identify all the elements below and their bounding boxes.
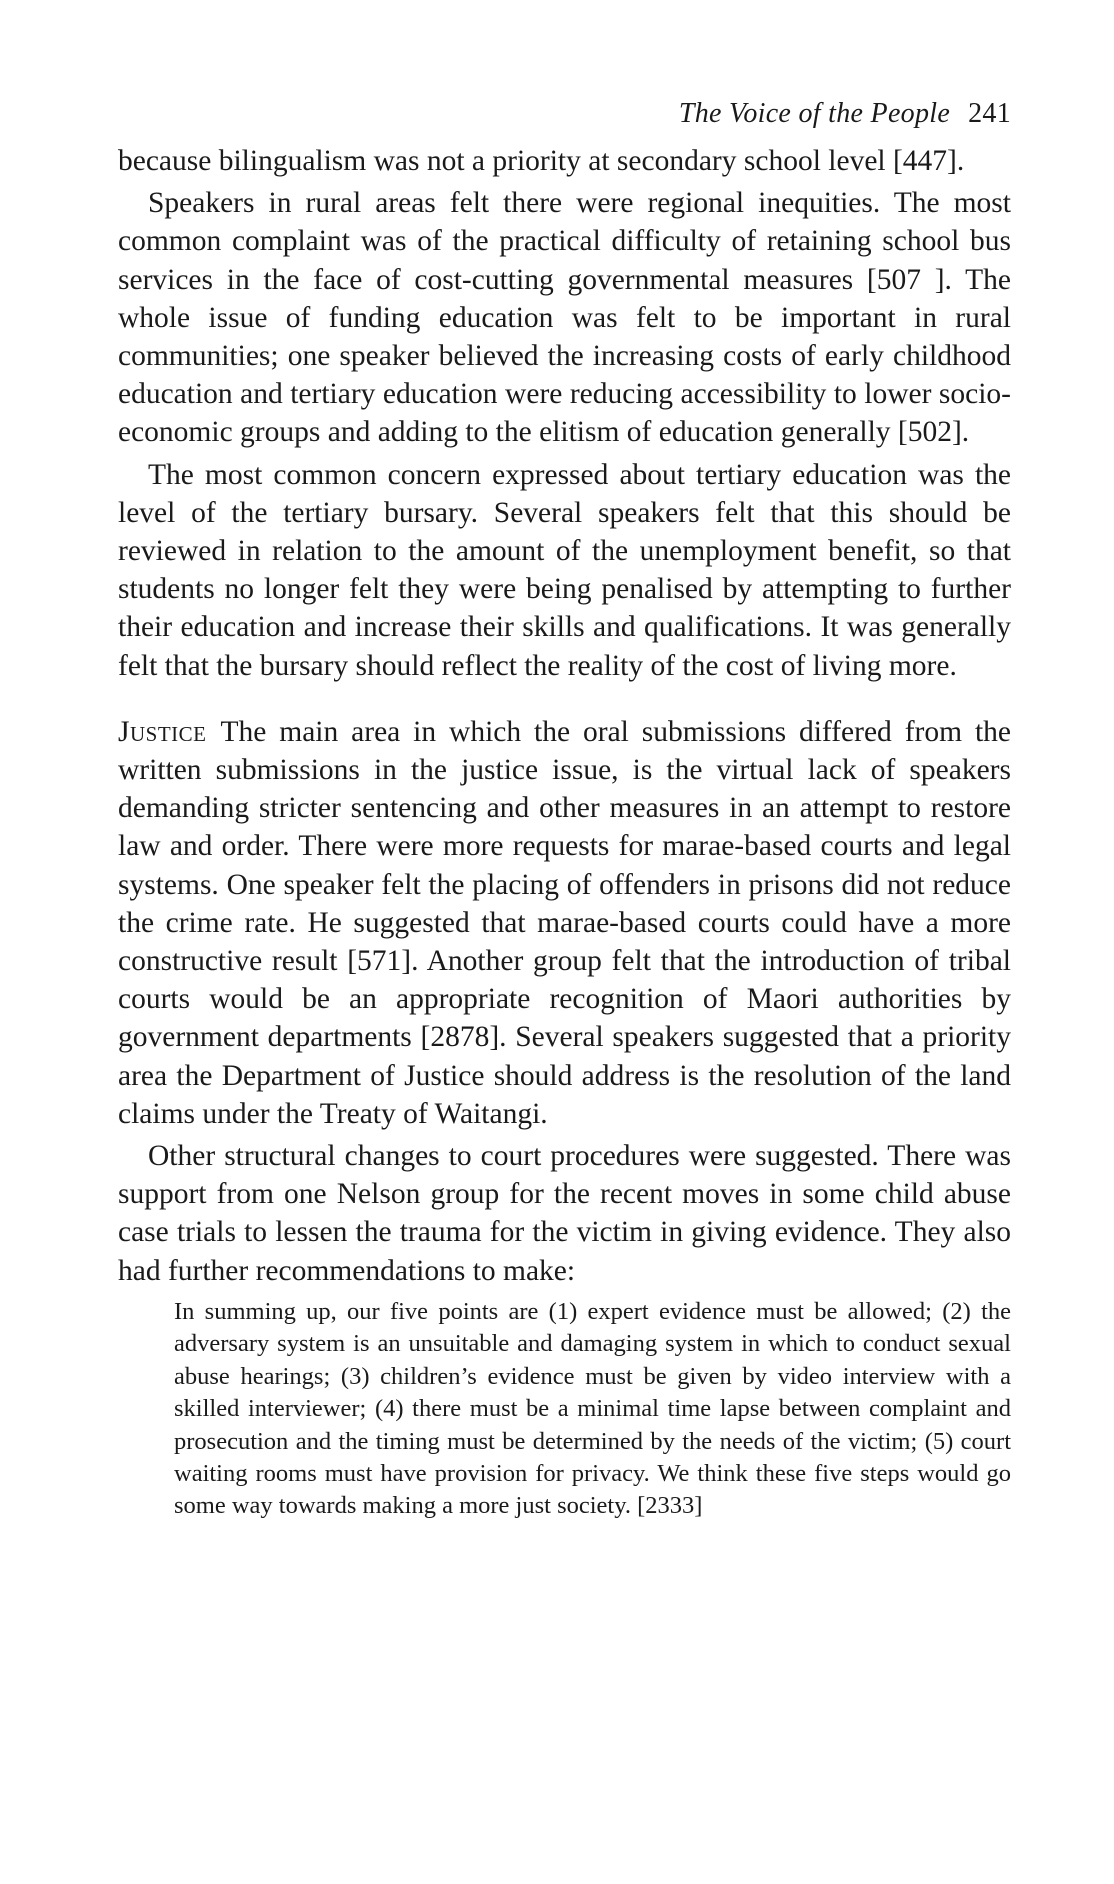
section-heading-justice: Justice [118,715,207,748]
paragraph-rural-inequities: Speakers in rural areas felt there were regional inequities. The most common complaint was of the practical difficulty of retaining school bus services in the face of cost-cutting governmental measures [507 ]. The whole issue of funding education was felt to be important in rural communities; one speaker believed the increasing costs of early childhood education and tertiary education were reducing accessibility to lower socio-economic groups and adding to the elitism of education generally [502]. [118,187,1011,449]
paragraph-justice [118,713,1011,1133]
book-page [118,96,1011,1523]
block-quote: In summing up, our five points are (1) expert evidence must be allowed; (2) the adversary system is an unsuitable and damaging system in which to conduct sexual abuse hearings; (3) children’s evidence must be given by video interview with a skilled interviewer; (4) there must be a minimal time lapse between complaint and prosecution and the timing must be determined by the needs of the victim; (5) court waiting rooms must have provision for privacy. We think these five steps would go some way towards making a more just society. [2333] [174,1297,1011,1520]
running-title: The Voice of the People [678,98,951,129]
page-number: 241 [968,98,1011,129]
paragraph-justice-text: The main area in which the oral submissions differed from the written submissions in the justice issue, is the virtual lack of speakers demanding stricter sentencing and other measures in an attempt to restore law and order. There were more requests for marae-based courts and legal systems. One speaker felt the placing of offenders in prisons did not reduce the crime rate. He suggested that marae-based courts could have a more constructive result [571]. Another group felt that the introduction of tribal courts would be an appropriate recognition of Maori authorities by government departments [2878]. Several speakers suggested that a priority area the Department of Justice should address is the resolution of the land claims under the Treaty of Waitangi. [118,715,1011,1130]
paragraph-tertiary-bursary: The most common concern expressed about tertiary education was the level of the tertiary bursary. Several speakers felt that this should be reviewed in relation to the amount of the unemployment benefit, so that students no longer felt they were being penalised by attempting to further their education and increase their skills and qualifications. It was generally felt that the bursary should reflect the reality of the cost of living more. [118,458,1011,682]
paragraph-court-procedures: Other structural changes to court procedures were suggested. There was support from one Nelson group for the recent moves in some child abuse case trials to lessen the trauma for the victim in giving evidence. They also had further recommendations to make: [118,1140,1011,1287]
running-head [118,96,1011,132]
body-text [118,142,1011,1523]
paragraph-bilingualism: because bilingualism was not a priority at secondary school level [447]. [118,145,965,177]
